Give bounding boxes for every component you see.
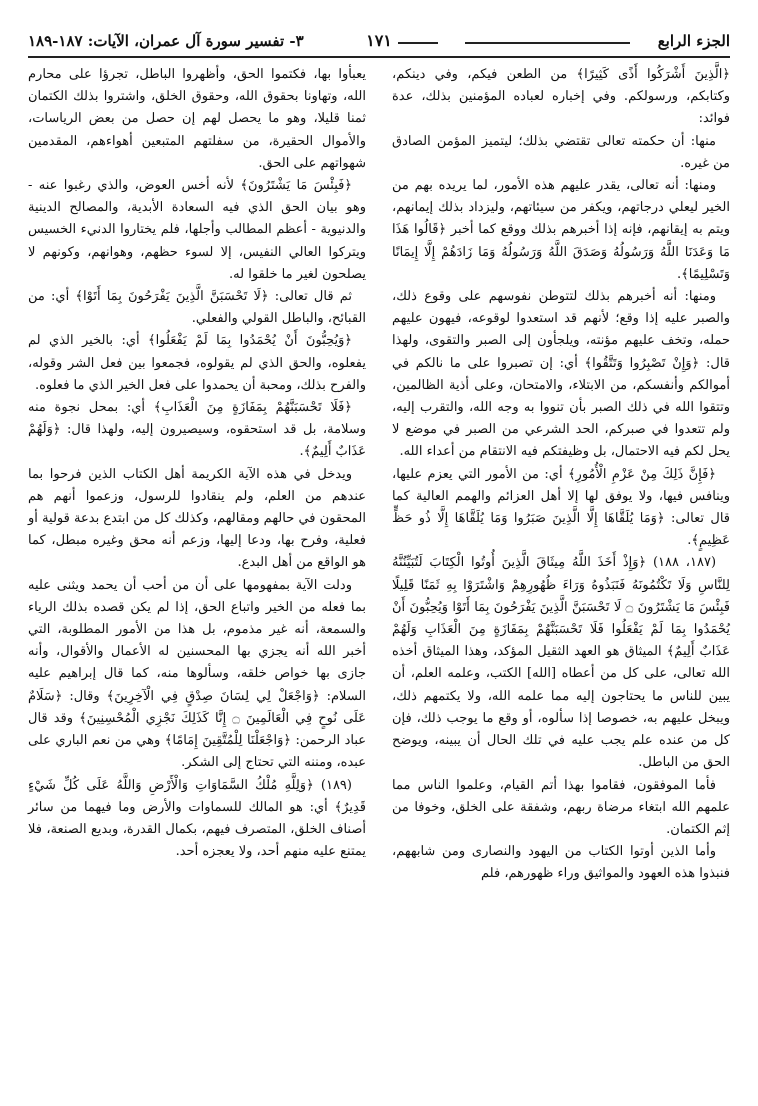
paragraph: ودلت الآية بمفهومها على أن من أحب أن يحمد ويثنى عليه بما فعله من الخير واتباع الحق، إذا لم يكن قصده بذلك الرياء والسمعة، أنه غير مذموم، بل هذا من الأمور المطلوبة، التي أخبر الله أنه يجزي بها المحسنين له الأعمال والأقوال، وأنه جازى بها خواص خلقه، وسألوها منه، كما قال إبراهيم عليه السلام: ﴿وَاجْعَلْ لِي لِسَانَ صِدْقٍ فِي الْآخِرِينَ﴾ وقال: ﴿سَلَامٌ عَلَى نُوحٍ فِي الْعَالَمِينَ ۝ إِنَّا كَذَلِكَ نَجْزِي الْمُحْسِنِينَ﴾ وقد قال عباد الرحمن: ﴿وَاجْعَلْنَا لِلْمُتَّقِينَ إِمَامًا﴾ وهي من نعم الباري على عبده، ومننه التي تحتاج إلى الشكر. (28, 577, 366, 771)
paragraph: وأما الذين أوتوا الكتاب من اليهود والنصارى ومن شابههم، فنبذوا هذه العهود والمواثيق وراء ظهورهم، فلم (392, 844, 730, 882)
paragraph: ثم قال تعالى: ﴿لَا تَحْسَبَنَّ الَّذِينَ يَفْرَحُونَ بِمَا أَتَوْا﴾ أي: من القبائح، والباطل القولي والفعلي. (28, 289, 366, 327)
paragraph: يعبأوا بها، فكتموا الحق، وأظهروا الباطل، تجرؤا على محارم الله، وتهاونا بحقوق الله، وحقوق الخلق، واشتروا بذلك الكتمان ثمنا قليلا، وهو ما يحصل لهم إن حصل من بعض الرياسات، والأموال الحقيرة، من سفلتهم المتبعين أهواءهم، المقدمين شهواتهم على الحق. (28, 67, 366, 171)
right-column (392, 64, 730, 886)
part-label: الجزء الرابع (657, 32, 730, 50)
paragraph: ﴿وَيُحِبُّونَ أَنْ يُحْمَدُوا بِمَا لَمْ يَفْعَلُوا﴾ أي: بالخير الذي لم يفعلوه، والحق الذي لم يقولوه، فجمعوا بين فعل الشر وقوله، والفرح بذلك، ومحبة أن يحمدوا على فعل الخير الذي ما فعلوه. (28, 333, 366, 393)
paragraph: (١٨٩) ﴿وَلِلَّهِ مُلْكُ السَّمَاوَاتِ وَالْأَرْضِ وَاللَّهُ عَلَى كُلِّ شَيْءٍ قَدِيرٌ﴾ أي: هو المالك للسماوات والأرض وما فيهما من سائر أصناف الخلق، المتصرف فيهم، بكمال القدرة، وبديع الصنعة، فلا يمتنع عليه منهم أحد، ولا يعجزه أحد. (28, 777, 366, 860)
paragraph: ومنها: أنه تعالى، يقدر عليهم هذه الأمور، لما يريده بهم من الخير ليعلي درجاتهم، ويكفر من سيئاتهم، وليزداد بذلك إيمانهم، ويتم به إيقانهم، فإنه إذا أخبرهم بذلك ووقع كما أخبر ﴿قَالُوا هَذَا مَا وَعَدَنَا اللَّهُ وَرَسُولُهُ وَصَدَقَ اللَّهُ وَرَسُولُهُ وَمَا زَادَهُمْ إِلَّا إِيمَانًا وَتَسْلِيمًا﴾. (392, 178, 730, 282)
paragraph: ﴿الَّذِينَ أَشْرَكُوا أَذًى كَثِيرًا﴾ من الطعن فيكم، وفي دينكم، وكتابكم، ورسولكم. وفي إخباره لعباده المؤمنين بذلك، عدة فوائد: (392, 67, 730, 127)
paragraph: (١٨٧، ١٨٨) ﴿وَإِذْ أَخَذَ اللَّهُ مِيثَاقَ الَّذِينَ أُوتُوا الْكِتَابَ لَتُبَيِّنُنَّهُ لِلنَّاسِ وَلَا تَكْتُمُونَهُ فَنَبَذُوهُ وَرَاءَ ظُهُورِهِمْ وَاشْتَرَوْا بِهِ ثَمَنًا قَلِيلًا فَبِئْسَ مَا يَشْتَرُونَ ۝ لَا تَحْسَبَنَّ الَّذِينَ يَفْرَحُونَ بِمَا أَتَوْا وَيُحِبُّونَ أَنْ يُحْمَدُوا بِمَا لَمْ يَفْعَلُوا فَلَا تَحْسَبَنَّهُمْ بِمَفَازَةٍ مِنَ الْعَذَابِ وَلَهُمْ عَذَابٌ أَلِيمٌ﴾ الميثاق هو العهد الثقيل المؤكد، وهذا الميثاق أخذه الله تعالى، على كل من أعطاه [الله] الكتب، وعلمه العلم، أن يبين للناس ما يحتاجون إليه مما علمه الله، ولا يكتمهم ذلك، ويبخل عليهم به، خصوصا إذا سألوه، أو وقع ما يوجب ذلك، فإن كل من عنده علم يجب عليه في تلك الحال أن يبينه، ويوضح الحق من الباطل. (392, 555, 730, 771)
paragraph: منها: أن حكمته تعالى تقتضي بذلك؛ ليتميز المؤمن الصادق من غيره. (392, 133, 730, 171)
paragraph: ويدخل في هذه الآية الكريمة أهل الكتاب الذين فرحوا بما عندهم من العلم، ولم ينقادوا للرسول، وزعموا أنهم هم المحقون في حالهم ومقالهم، وكذلك كل من ابتدع بدعة قولية أو فعلية، وفرح بها، ودعا إليها، وزعم أنه محق وغيره مبطل، كما هو الواقع من أهل البدع. (28, 466, 366, 571)
paragraph: فأما الموفقون، فقاموا بهذا أتم القيام، وعلموا الناس مما علمهم الله ابتغاء مرضاة ربهم، وشفقة على الخلق، وخوفا من إثم الكتمان. (392, 777, 730, 837)
paragraph: ﴿فَإِنَّ ذَلِكَ مِنْ عَزْمِ الْأُمُورِ﴾ أي: من الأمور التي يعزم عليها، وينافس فيها، ولا يوفق لها إلا أهل العزائم والهمم العالية كما قال تعالى: ﴿وَمَا يُلَقَّاهَا إِلَّا الَّذِينَ صَبَرُوا وَمَا يُلَقَّاهَا إِلَّا ذُو حَظٍّ عَظِيمٍ﴾. (392, 466, 730, 549)
header-rule-left (398, 42, 438, 44)
paragraph: ومنها: أنه أخبرهم بذلك لتتوطن نفوسهم على وقوع ذلك، والصبر عليه إذا وقع؛ لأنهم قد استعدوا لوقوعه، فيهون عليهم حمله، وتخف عليهم مؤنته، ويلجأون إلى الصبر والتقوى، ولهذا قال: ﴿وَإِنْ تَصْبِرُوا وَتَتَّقُوا﴾ أي: إن تصبروا على ما نالكم في أموالكم وأنفسكم، من الابتلاء، والامتحان، وعلى أذية الظالمين، وتتقوا الله في ذلك الصبر بأن تنووا به وجه الله، والتقرب إليه، ولم تتعدوا في صبركم، الحد الشرعي من الصبر في موضع لا يحل لكم فيه الاحتمال، بل وظيفتكم فيه الانتقام من أعداء الله. (392, 289, 730, 460)
header-rule-right (465, 42, 630, 44)
paragraph: ﴿فَبِئْسَ مَا يَشْتَرُونَ﴾ لأنه أخس العوض، والذي رغبوا عنه - وهو بيان الحق الذي فيه السعادة الأبدية، والمصالح الدينية والدنيوية - أعظم المطالب وأجلها، فلم يختاروا الدنيء الخسيس ويتركوا العالي النفيس، إلا لسوء حظهم، وهوانهم، وكونهم لا يصلحون لغير ما خلقوا له. (28, 178, 366, 282)
running-header (28, 30, 730, 58)
paragraph: ﴿فَلَا تَحْسَبَنَّهُمْ بِمَفَازَةٍ مِنَ الْعَذَابِ﴾ أي: بمحل نجوة منه وسلامة، بل قد استحقوه، وسيصيرون إليه، ولهذا قال: ﴿وَلَهُمْ عَذَابٌ أَلِيمٌ﴾. (28, 400, 366, 460)
page-number: ١٧١ (366, 31, 392, 50)
surah-info: ٣- تفسير سورة آل عمران، الآيات: ١٨٧-١٨٩ (28, 32, 304, 50)
left-column (28, 64, 366, 863)
